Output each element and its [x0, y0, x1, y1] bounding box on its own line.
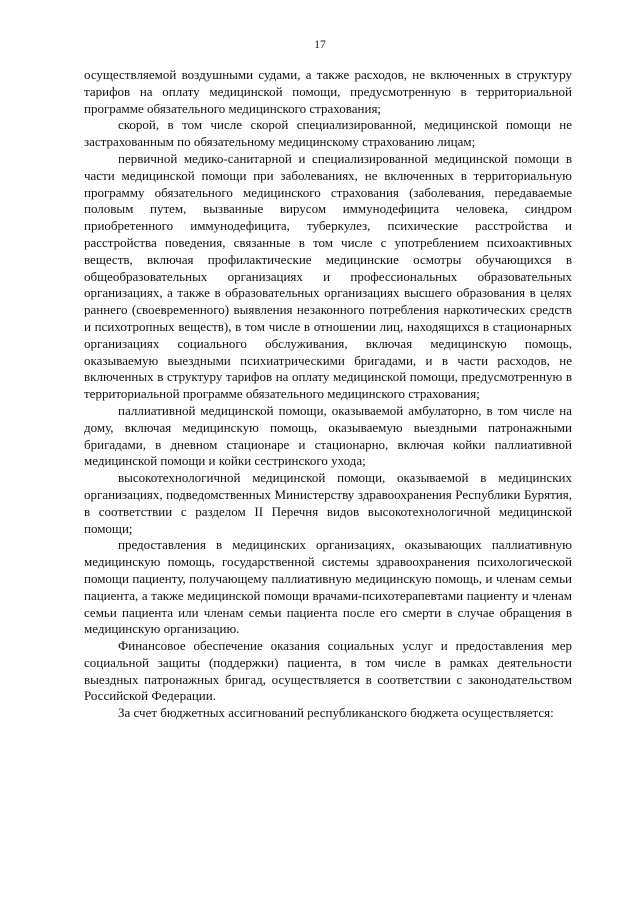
paragraph-palliative-care: паллиативной медицинской помощи, оказываемой амбулаторно, в том числе на дому, включая медицинскую помощь, оказываемую выездными патронажными бригадами, в дневном стационаре и стационарно, включая койки паллиативной медицинской помощи и койки сестринского ухода;	[84, 402, 572, 469]
paragraph-social-services-funding: Финансовое обеспечение оказания социальных услуг и предоставления мер социальной защиты (поддержки) пациента, в том числе в рамках деятельности выездных патронажных бригад, осуществляется в соответствии с законодательством Российской Федерации.	[84, 638, 572, 704]
page-number: 17	[314, 39, 326, 51]
paragraph-psychological-help: предоставления в медицинских организациях, оказывающих паллиативную медицинскую помощь, государственной системы здравоохранения психологической помощи пациенту, получающему паллиативную медицинскую помощь, и членам семьи пациента, а также медицинской помощи врачами-психотерапевтами пациенту и членам семьи пациента или членам семьи пациента после его смерти в случае обращения в медицинскую организацию.	[84, 537, 572, 637]
paragraph-republican-budget: За счет бюджетных ассигнований республиканского бюджета осуществляется:	[118, 705, 554, 721]
document-body	[84, 67, 572, 722]
paragraph-high-tech-care: высокотехнологичной медицинской помощи, оказываемой в медицинских организациях, подведомственных Министерству здравоохранения Республики Бурятия, в соответствии с разделом II Перечня видов высокотехнологичной медицинской помощи;	[84, 470, 572, 536]
paragraph-continuation: осуществляемой воздушными судами, а также расходов, не включенных в структуру тарифов на оплату медицинской помощи, предусмотренную в территориальной программе обязательного медицинского страхования;	[84, 67, 572, 116]
paragraph-primary-care: первичной медико-санитарной и специализированной медицинской помощи в части медицинской помощи при заболеваниях, не включенных в территориальную программу обязательного медицинского страхования (заболевания, передаваемые половым путем, вызванные вирусом иммунодефицита человека, синдром приобретенного иммунодефицита, туберкулез, психические расстройства и расстройства поведения, связанные в том числе с употреблением психоактивных веществ, включая профилактические медицинские осмотры обучающихся в общеобразовательных организациях и профессиональных образовательных организациях, а также в образовательных организациях высшего образования в целях раннего (своевременного) выявления незаконного потребления наркотических средств и психотропных веществ), в том числе в отношении лиц, находящихся в стационарных организациях социального обслуживания, включая медицинскую помощь, оказываемую выездными психиатрическими бригадами, и в части расходов, не включенных в структуру тарифов на оплату медицинской помощи, предусмотренную в территориальной программе обязательного медицинского страхования;	[84, 150, 572, 402]
paragraph-emergency-care: скорой, в том числе скорой специализированной, медицинской помощи не застрахованным по обязательному медицинскому страхованию лицам;	[84, 117, 572, 150]
